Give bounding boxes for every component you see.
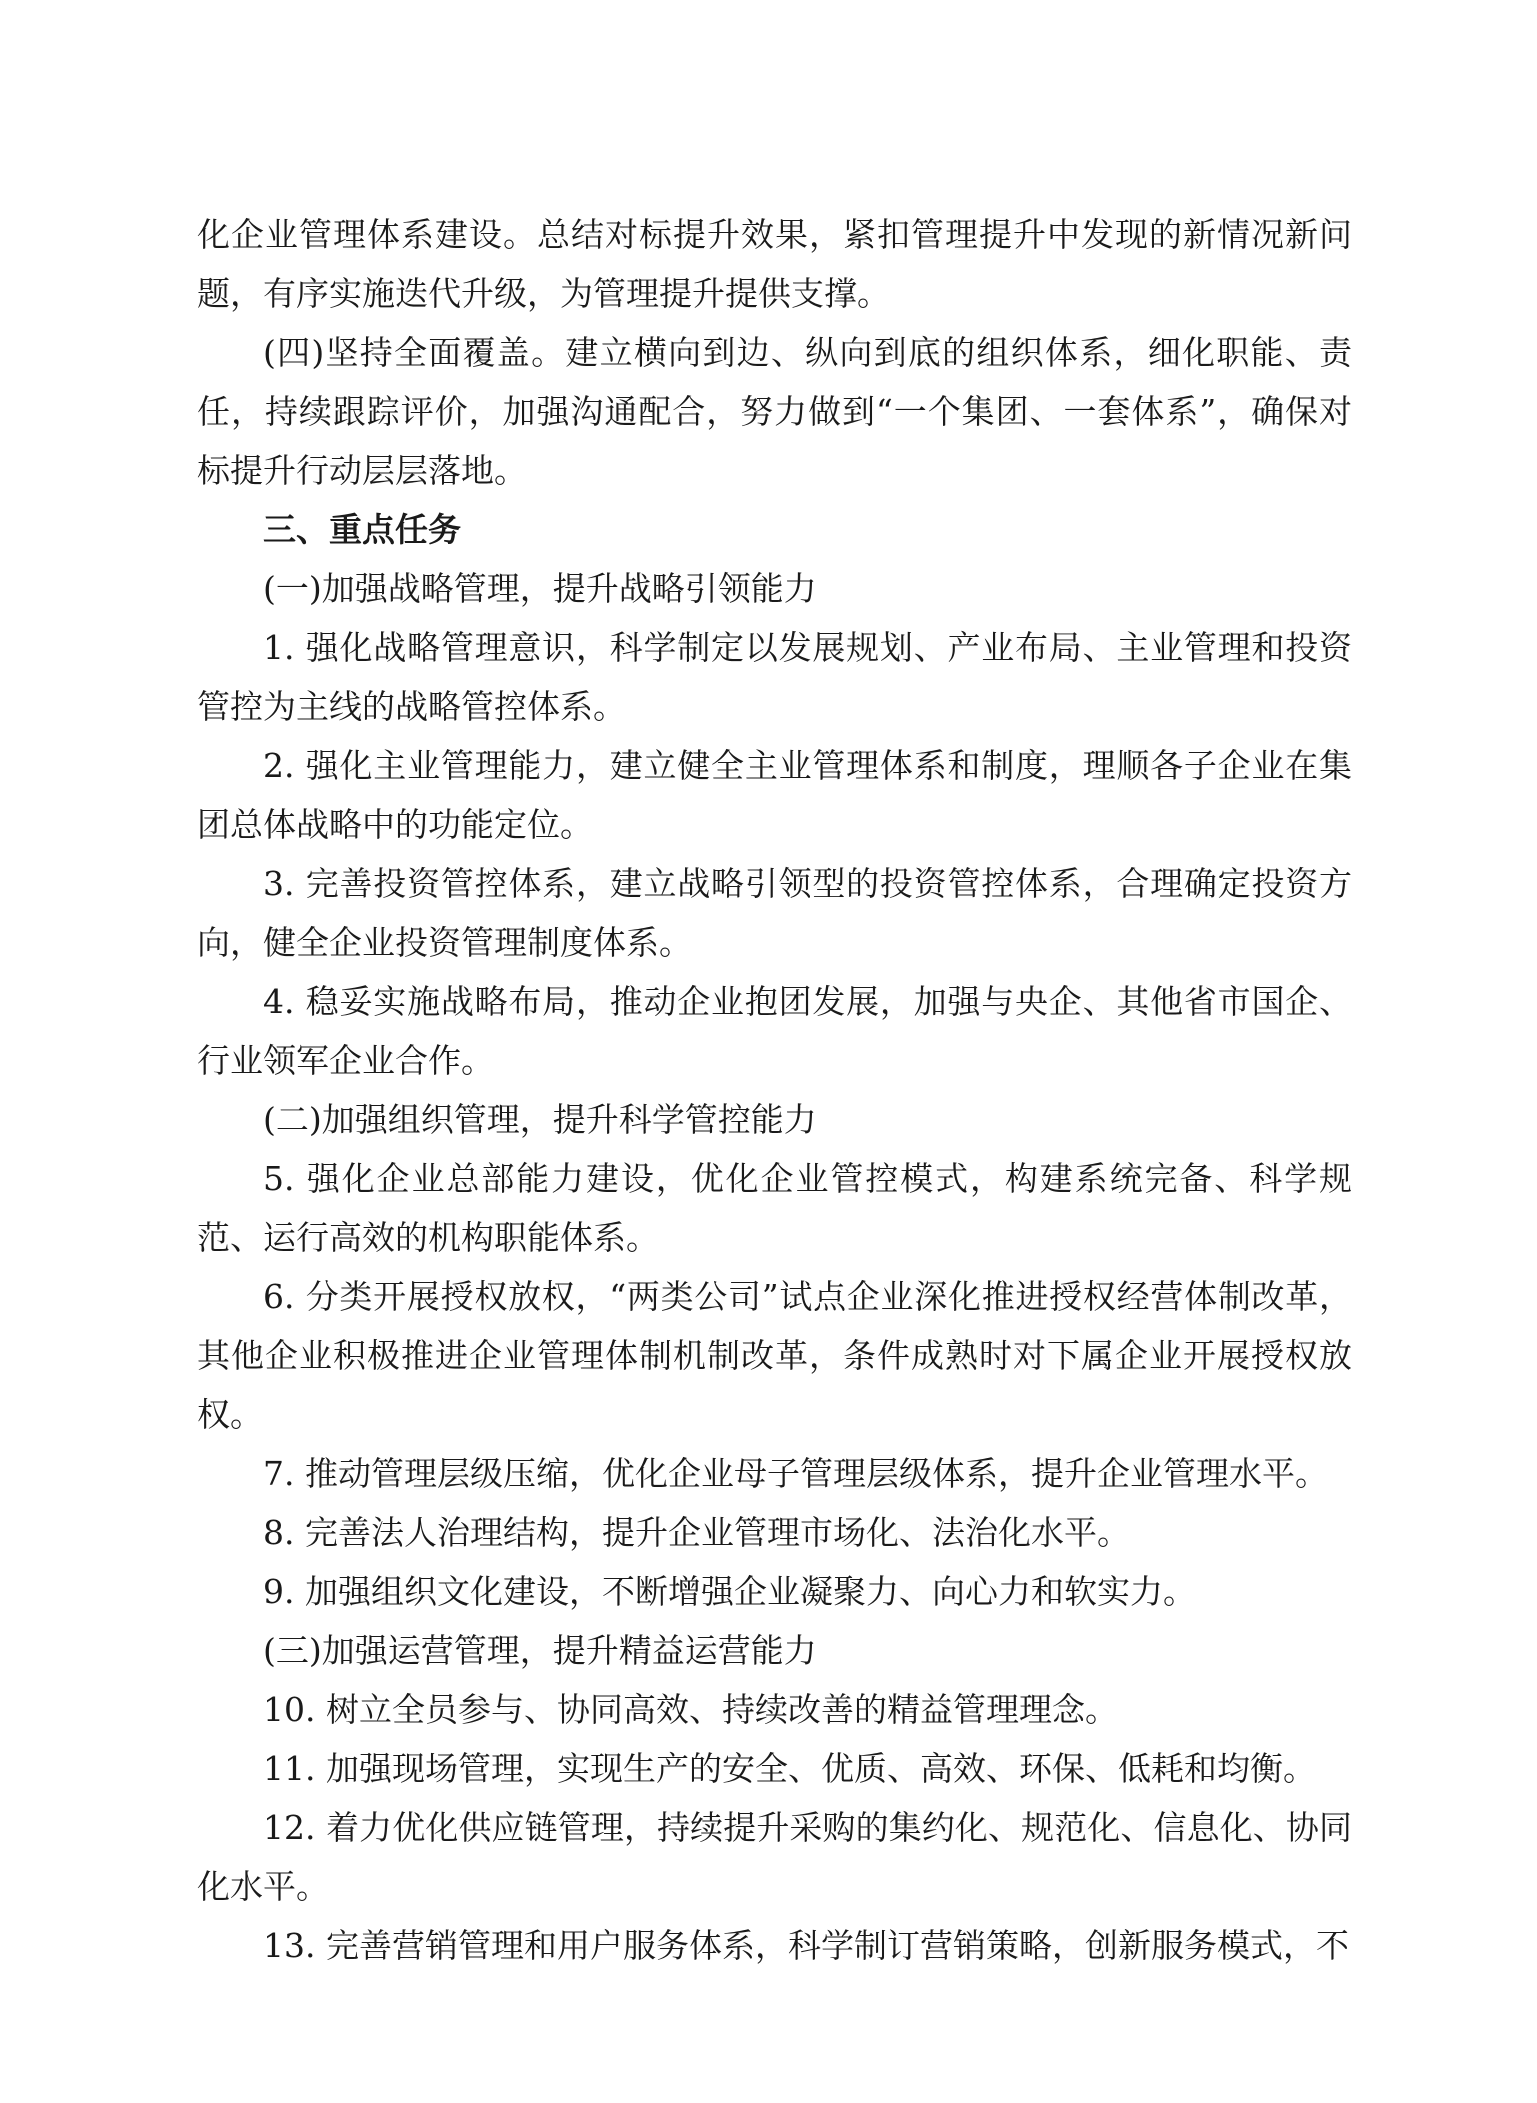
list-item-10: 10. 树立全员参与、协同高效、持续改善的精益管理理念。 [263,1690,1118,1729]
list-item-3: 3. 完善投资管控体系，建立战略引领型的投资管控体系，合理确定投资方向，健全企业投资管理制度体系。 [197,864,1352,962]
paragraph-continuation: 化企业管理体系建设。总结对标提升效果，紧扣管理提升中发现的新情况新问题，有序实施迭代升级，为管理提升提供支撑。 [197,215,1352,313]
list-item-2: 2. 强化主业管理能力，建立健全主业管理体系和制度，理顺各子企业在集团总体战略中的功能定位。 [197,746,1352,844]
list-item-4: 4. 稳妥实施战略布局，推动企业抱团发展，加强与央企、其他省市国企、行业领军企业合作。 [197,982,1352,1080]
list-item-5: 5. 强化企业总部能力建设，优化企业管控模式，构建系统完备、科学规范、运行高效的机构职能体系。 [197,1159,1352,1257]
list-item-11: 11. 加强现场管理，实现生产的安全、优质、高效、环保、低耗和均衡。 [263,1749,1316,1788]
list-item-8: 8. 完善法人治理结构，提升企业管理市场化、法治化水平。 [263,1513,1130,1552]
list-item-7: 7. 推动管理层级压缩，优化企业母子管理层级体系，提升企业管理水平。 [263,1454,1328,1493]
list-item-9: 9. 加强组织文化建设，不断增强企业凝聚力、向心力和软实力。 [263,1572,1196,1611]
section-heading-key-tasks: 三、重点任务 [263,510,461,549]
paragraph-principle-four: (四)坚持全面覆盖。建立横向到边、纵向到底的组织体系，细化职能、责任，持续跟踪评价，加强沟通配合，努力做到“一个集团、一套体系”，确保对标提升行动层层落地。 [197,333,1352,490]
subheading-strategy: (一)加强战略管理，提升战略引领能力 [263,569,817,608]
list-item-6: 6. 分类开展授权放权，“两类公司”试点企业深化推进授权经营体制改革，其他企业积极推进企业管理体制机制改革，条件成熟时对下属企业开展授权放权。 [197,1277,1352,1434]
subheading-organization: (二)加强组织管理，提升科学管控能力 [263,1100,817,1139]
list-item-12: 12. 着力优化供应链管理，持续提升采购的集约化、规范化、信息化、协同化水平。 [197,1808,1352,1906]
list-item-13: 13. 完善营销管理和用户服务体系，科学制订营销策略，创新服务模式，不 [263,1926,1349,1965]
subheading-operations: (三)加强运营管理，提升精益运营能力 [263,1631,817,1670]
list-item-1: 1. 强化战略管理意识，科学制定以发展规划、产业布局、主业管理和投资管控为主线的战略管控体系。 [197,628,1352,726]
document-body [197,205,1352,1975]
